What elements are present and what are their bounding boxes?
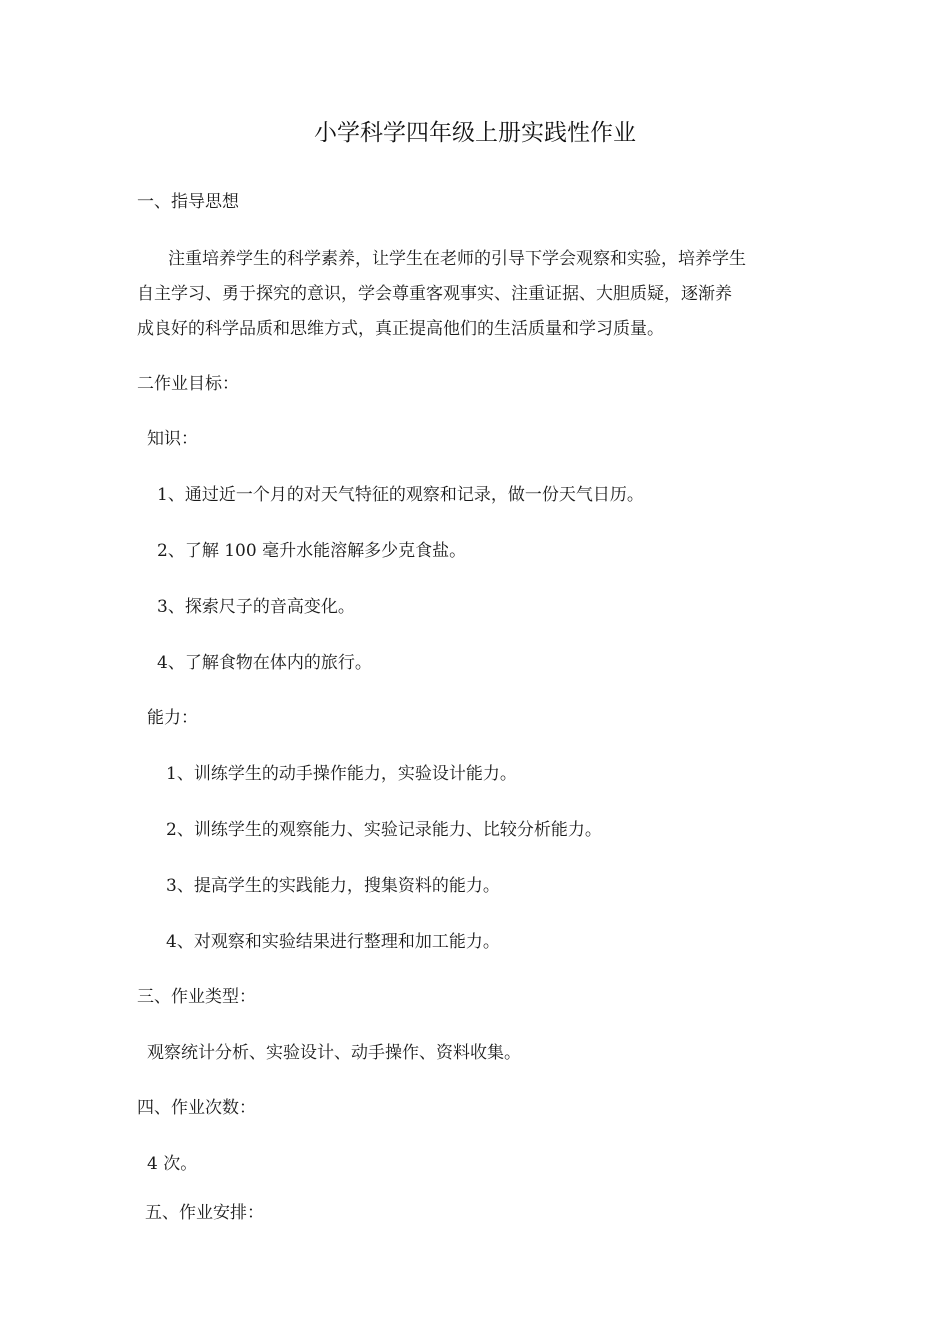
section-1-paragraph-line-2: 自主学习、勇于探究的意识，学会尊重客观事实、注重证据、大胆质疑，逐渐养 [137, 284, 732, 304]
section-4-content: 4 次。 [147, 1154, 198, 1174]
section-3-content: 观察统计分析、实验设计、动手操作、资料收集。 [147, 1043, 521, 1063]
knowledge-item: 2、了解 100 毫升水能溶解多少克食盐。 [157, 541, 467, 561]
section-1-heading: 一、指导思想 [137, 192, 239, 212]
ability-item: 4、对观察和实验结果进行整理和加工能力。 [166, 932, 500, 952]
section-1-paragraph-line-3: 成良好的科学品质和思维方式，真正提高他们的生活质量和学习质量。 [137, 319, 664, 339]
knowledge-item: 3、探索尺子的音高变化。 [157, 597, 355, 617]
knowledge-label: 知识： [147, 429, 198, 449]
ability-item: 2、训练学生的观察能力、实验记录能力、比较分析能力。 [166, 820, 602, 840]
knowledge-item: 4、了解食物在体内的旅行。 [157, 653, 372, 673]
ability-item: 1、训练学生的动手操作能力，实验设计能力。 [166, 764, 517, 784]
document-title: 小学科学四年级上册实践性作业 [314, 120, 636, 146]
knowledge-item: 1、通过近一个月的对天气特征的观察和记录，做一份天气日历。 [157, 485, 644, 505]
ability-label: 能力： [147, 708, 198, 728]
ability-item: 3、提高学生的实践能力，搜集资料的能力。 [166, 876, 500, 896]
section-5-heading: 五、作业安排： [145, 1203, 264, 1223]
section-2-heading: 二作业目标： [137, 374, 239, 394]
section-4-heading: 四、作业次数： [137, 1098, 256, 1118]
section-3-heading: 三、作业类型： [137, 987, 256, 1007]
section-1-paragraph-line-1: 注重培养学生的科学素养，让学生在老师的引导下学会观察和实验，培养学生 [168, 249, 746, 269]
